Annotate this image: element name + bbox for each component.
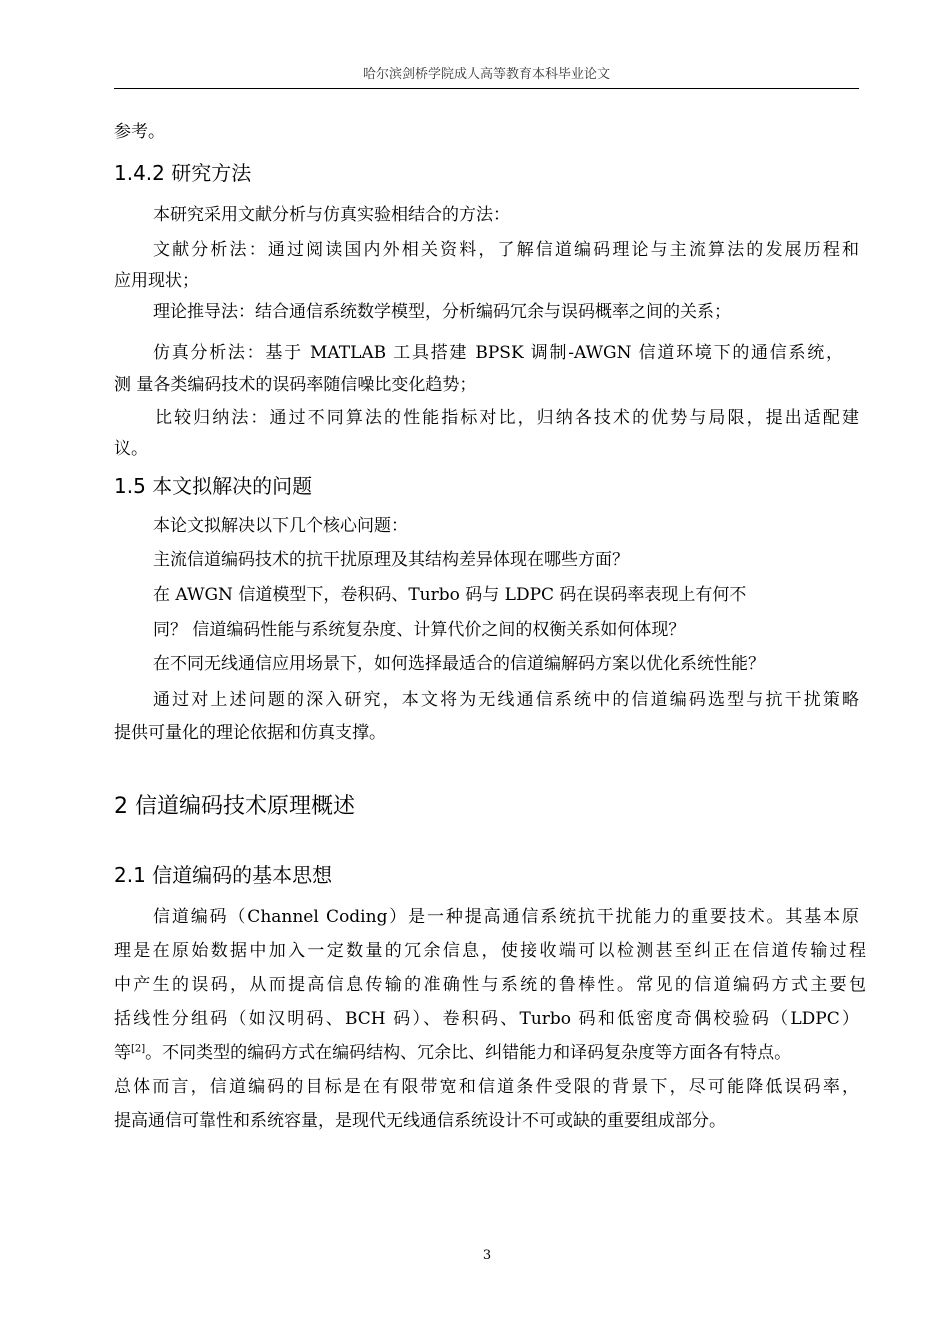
paragraph-2-1-line5 [114,1041,791,1065]
method-comparison-line1: 比较归纳法：通过不同算法的性能指标对比，归纳各技术的优势与局限，提出适配建 [155,408,859,428]
paragraph-2-1-line6: 总体而言，信道编码的目标是在有限带宽和信道条件受限的背景下，尽可能降低误码率， [114,1077,859,1097]
chapter-heading-2: 2 信道编码技术原理概述 [114,794,355,819]
problem-item-4: 在不同无线通信应用场景下，如何选择最适合的信道编解码方案以优化系统性能？ [153,654,765,674]
problems-intro: 本论文拟解决以下几个核心问题： [153,516,408,536]
header-rule [114,88,859,89]
paragraph-2-1-line4: 括线性分组码（如汉明码、BCH 码）、卷积码、Turbo 码和低密度奇偶校验码（LDPC） [114,1009,859,1029]
paragraph-2-1-line3: 中产生的误码，从而提高信息传输的准确性与系统的鲁棒性。常见的信道编码方式主要包 [114,975,866,995]
paragraph-2-1-line2: 理是在原始数据中加入一定数量的冗余信息，使接收端可以检测甚至纠正在信道传输过程 [114,941,866,961]
problems-summary-line2: 提供可量化的理论依据和仿真支撑。 [114,723,386,743]
section-heading-1-4-2: 1.4.2 研究方法 [114,161,252,185]
paragraph-2-1-line7: 提高通信可靠性和系统容量，是现代无线通信系统设计不可或缺的重要组成部分。 [114,1111,726,1131]
problems-summary-line1: 通过对上述问题的深入研究，本文将为无线通信系统中的信道编码选型与抗干扰策略 [153,690,859,710]
paragraph-2-1-line1: 信道编码（Channel Coding）是一种提高通信系统抗干扰能力的重要技术。其基本原 [153,907,859,927]
method-theory: 理论推导法：结合通信系统数学模型，分析编码冗余与误码概率之间的关系； [153,302,731,322]
page-number: 3 [482,1248,492,1263]
problem-item-2-line1: 在 AWGN 信道模型下，卷积码、Turbo 码与 LDPC 码在误码率表现上有何不 [153,585,747,605]
method-simulation-line2: 测 量各类编码技术的误码率随信噪比变化趋势； [114,375,477,395]
method-literature-line1: 文献分析法：通过阅读国内外相关资料，了解信道编码理论与主流算法的发展历程和 [153,240,859,260]
citation-reference: [2] [131,1043,146,1055]
problem-item-2-line2: 同？ 信道编码性能与系统复杂度、计算代价之间的权衡关系如何体现？ [153,620,686,640]
method-simulation-line1: 仿真分析法：基于 MATLAB 工具搭建 BPSK 调制-AWGN 信道环境下的通信系统， [153,343,843,363]
page-header: 哈尔滨剑桥学院成人高等教育本科毕业论文 [362,67,610,82]
problem-item-1: 主流信道编码技术的抗干扰原理及其结构差异体现在哪些方面？ [153,550,629,570]
section-heading-1-5: 1.5 本文拟解决的问题 [114,474,313,498]
method-comparison-line2: 议。 [114,439,148,459]
method-literature-line2: 应用现状； [114,271,199,291]
section-heading-2-1: 2.1 信道编码的基本思想 [114,863,333,887]
continued-paragraph: 参考。 [114,122,165,142]
paragraph-2-1-line5-end: 。不同类型的编码方式在编码结构、冗余比、纠错能力和译码复杂度等方面各有特点。 [145,1043,792,1063]
methods-intro: 本研究采用文献分析与仿真实验相结合的方法： [153,205,510,225]
paragraph-2-1-line5-start: 等 [114,1043,131,1063]
